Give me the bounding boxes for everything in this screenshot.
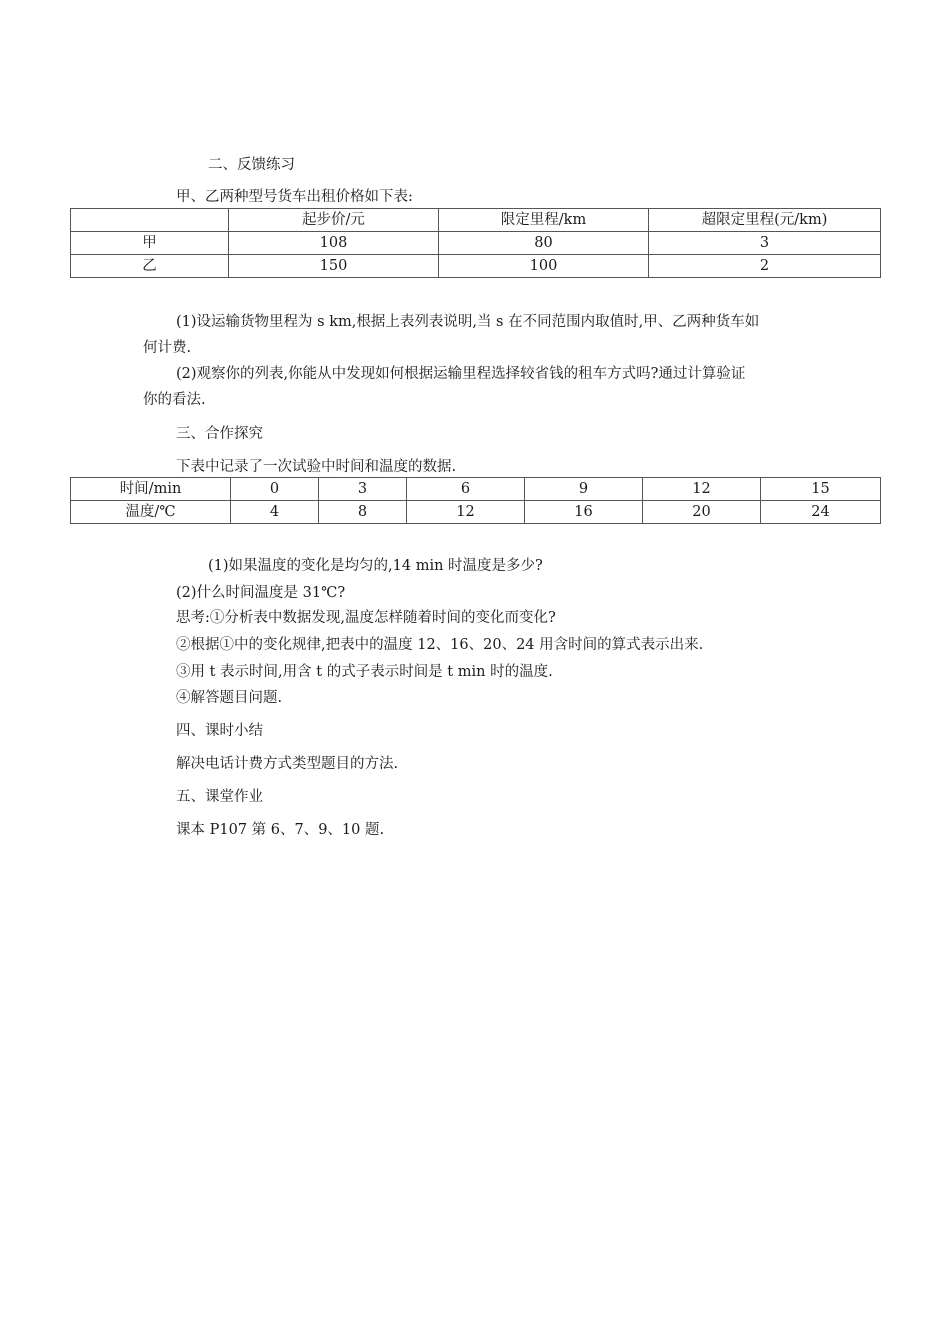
table-cell: 6: [407, 478, 525, 501]
table-cell: 3: [649, 232, 881, 255]
table-cell: 9: [525, 478, 643, 501]
time-temperature-table: [70, 477, 881, 524]
table-cell: 温度/℃: [71, 501, 231, 524]
table-row: [71, 501, 881, 524]
think-prompt: 思考:①分析表中数据发现,温度怎样随着时间的变化而变化?: [176, 610, 556, 626]
table-header-row: [71, 209, 881, 232]
table-cell: 100: [439, 255, 649, 278]
table-cell: 甲: [71, 232, 229, 255]
question-1-line1: (1)设运输货物里程为 s km,根据上表列表说明,当 s 在不同范围内取值时,甲、乙两种货车如: [176, 314, 760, 330]
table-cell: 24: [761, 501, 881, 524]
section4-heading: 四、课时小结: [176, 723, 263, 739]
table-cell: 150: [229, 255, 439, 278]
table-cell: 12: [407, 501, 525, 524]
table-cell: 8: [319, 501, 407, 524]
table-cell: 20: [643, 501, 761, 524]
table-cell: 80: [439, 232, 649, 255]
section3-question-2: (2)什么时间温度是 31℃?: [176, 585, 346, 601]
truck-price-table: [70, 208, 881, 278]
section3-intro: 下表中记录了一次试验中时间和温度的数据.: [176, 459, 457, 475]
table-cell: 3: [319, 478, 407, 501]
table-header-cell: 限定里程/km: [439, 209, 649, 232]
table-cell: 乙: [71, 255, 229, 278]
table-cell: 16: [525, 501, 643, 524]
section2-intro: 甲、乙两种型号货车出租价格如下表:: [176, 189, 413, 205]
table-cell: 108: [229, 232, 439, 255]
section3-question-1: (1)如果温度的变化是均匀的,14 min 时温度是多少?: [208, 558, 543, 574]
section5-heading: 五、课堂作业: [176, 789, 263, 805]
section3-heading: 三、合作探究: [176, 426, 263, 442]
table-cell: 时间/min: [71, 478, 231, 501]
question-2-line1: (2)观察你的列表,你能从中发现如何根据运输里程选择较省钱的租车方式吗?通过计算验证: [176, 366, 746, 382]
step-3: ③用 t 表示时间,用含 t 的式子表示时间是 t min 时的温度.: [176, 664, 553, 680]
step-4: ④解答题目问题.: [176, 690, 283, 706]
table-row: [71, 232, 881, 255]
question-2-line2: 你的看法.: [143, 392, 206, 408]
table-row: [71, 478, 881, 501]
table-cell: 2: [649, 255, 881, 278]
table-header-cell: 起步价/元: [229, 209, 439, 232]
table-header-cell: 超限定里程(元/km): [649, 209, 881, 232]
section4-text: 解决电话计费方式类型题目的方法.: [176, 756, 399, 772]
table-header-cell: [71, 209, 229, 232]
table-row: [71, 255, 881, 278]
section2-heading: 二、反馈练习: [208, 157, 295, 173]
table-cell: 12: [643, 478, 761, 501]
table-cell: 15: [761, 478, 881, 501]
table-cell: 0: [231, 478, 319, 501]
section5-text: 课本 P107 第 6、7、9、10 题.: [176, 822, 385, 838]
step-2: ②根据①中的变化规律,把表中的温度 12、16、20、24 用含时间的算式表示出来.: [176, 637, 704, 653]
question-1-line2: 何计费.: [143, 340, 192, 356]
table-cell: 4: [231, 501, 319, 524]
